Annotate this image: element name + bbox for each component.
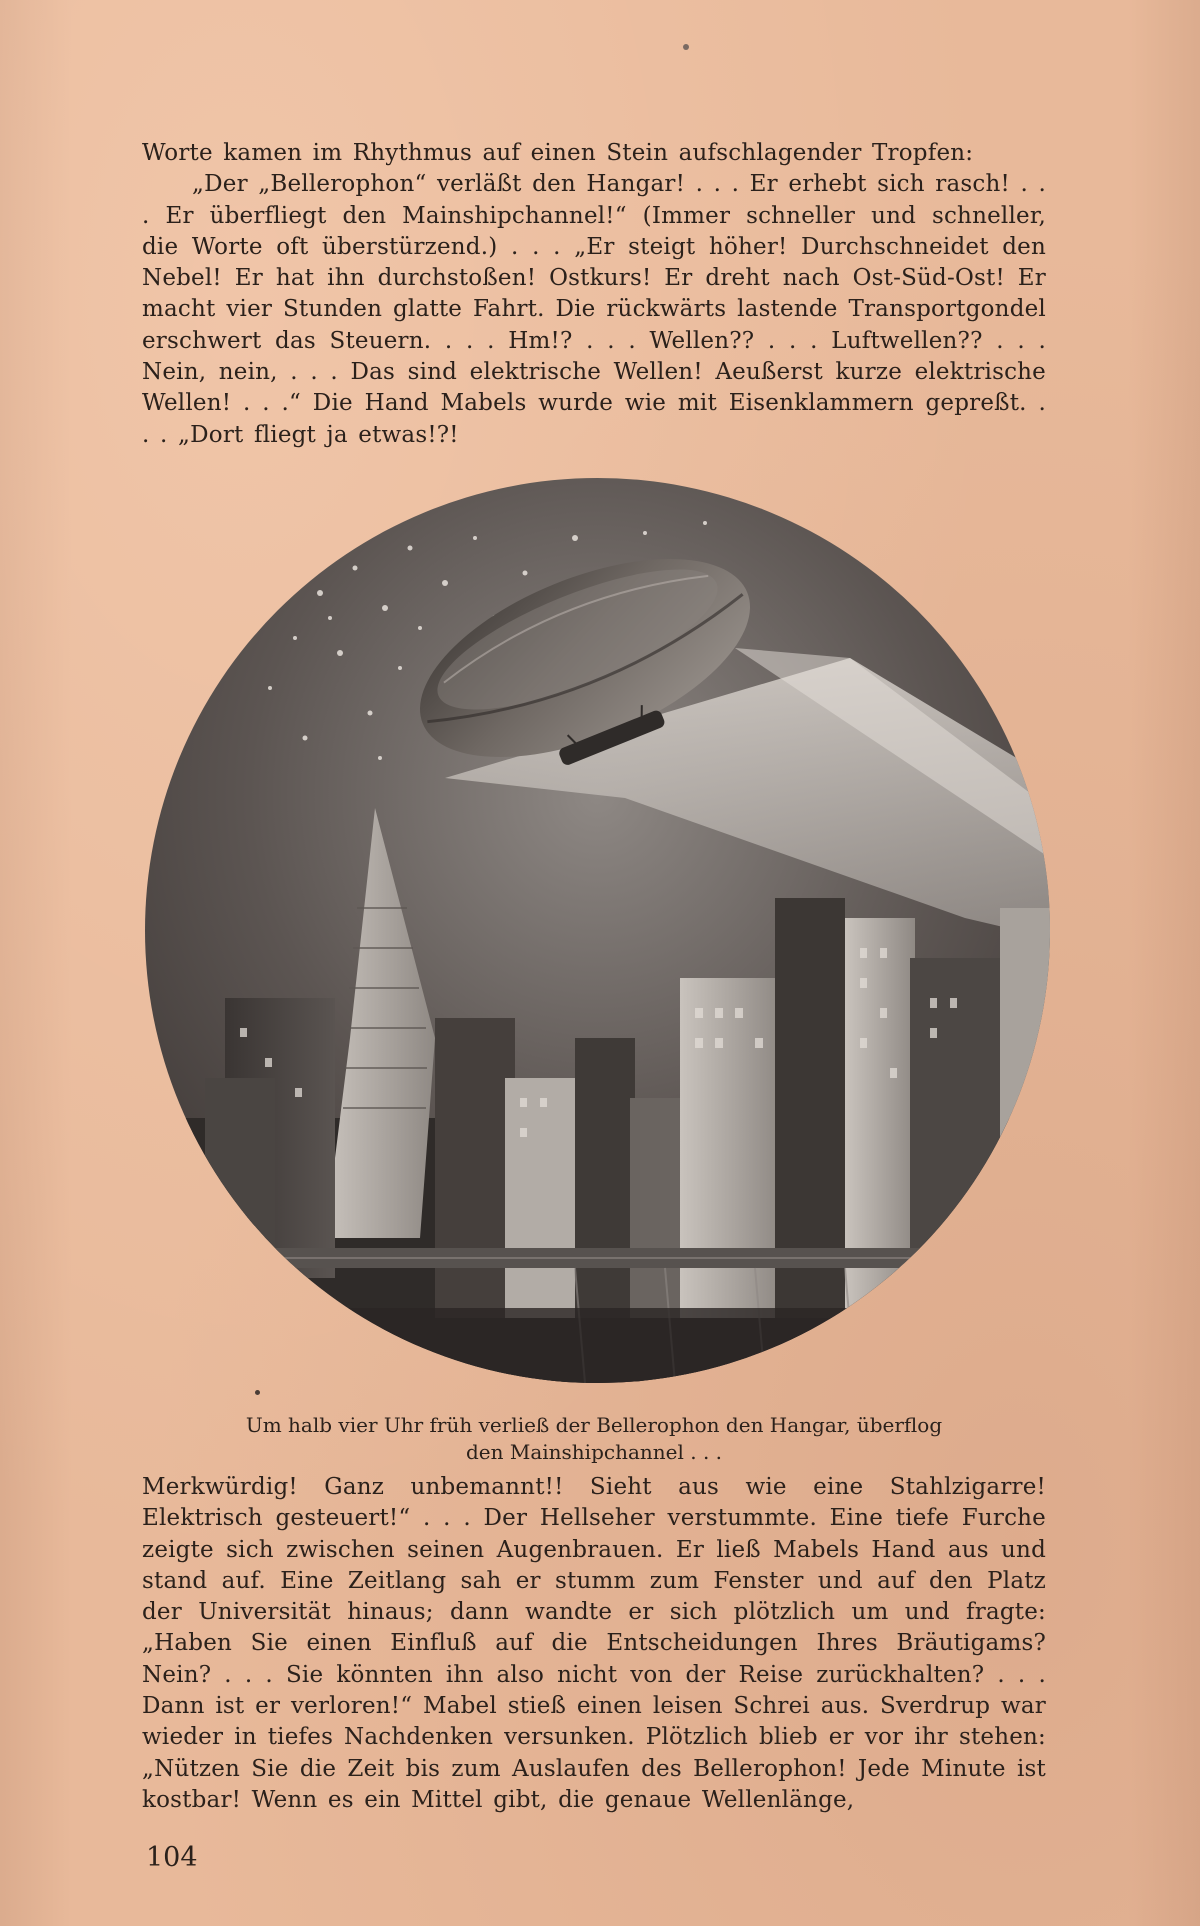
caption-line-2: den Mainshipchannel . . . bbox=[465, 1440, 723, 1464]
top-paragraph bbox=[142, 138, 1046, 451]
top-paragraph-line1: Worte kamen im Rhythmus auf einen Stein aufschlagender Tropfen: bbox=[142, 140, 974, 166]
paper-speck bbox=[683, 44, 689, 50]
bottom-paragraph-text: Merkwürdig! Ganz unbemannt!! Sieht aus wie eine Stahlzigarre! Elektrisch gesteuert!“ . . . Der Hellseher verstummte. Eine tiefe Furche zeigte sich zwischen seinen Augenbrauen. Er ließ Mabels Hand aus und stand auf. Eine Zeitlang sah er stumm zum Fenster und auf den Platz der Universität hinaus; dann wandte er sich plötzlich um und fragte: „Haben Sie einen Einfluß auf die Entscheidungen Ihres Bräutigams? Nein? . . . Sie könnten ihn also nicht von der Reise zurückhalten? . . . Dann ist er verloren!“ Mabel stieß einen leisen Schrei aus. Sverdrup war wieder in tiefes Nachdenken versunken. Plötzlich blieb er vor ihr stehen: „Nützen Sie die Zeit bis zum Auslaufen des Bellerophon! Jede Minute ist kostbar! Wenn es ein Mittel gibt, die genaue Wellenlänge, bbox=[142, 1474, 1046, 1813]
bottom-paragraph bbox=[142, 1472, 1046, 1816]
illustration-caption bbox=[142, 1412, 1046, 1466]
paper-speck bbox=[255, 1390, 260, 1395]
airship-city-illustration bbox=[145, 478, 1050, 1383]
airship-over-skyline-image bbox=[145, 478, 1050, 1383]
page-number: 104 bbox=[146, 1842, 198, 1873]
top-paragraph-quote: „Der „Bellerophon“ verläßt den Hangar! . . . Er erhebt sich rasch! . . . Er überfliegt den Mainshipchannel!“ (Immer schneller und schneller, die Worte oft überstürzend.) . . . „Er steigt höher! Durchschneidet den Nebel! Er hat ihn durchstoßen! Ostkurs! Er dreht nach Ost-Süd-Ost! Er macht vier Stunden glatte Fahrt. Die rückwärts lastende Transportgondel erschwert das Steuern. . . . Hm!? . . . Wellen?? . . . Luftwellen?? . . . Nein, nein, . . . Das sind elektrische Wellen! Aeußerst kurze elektrische Wellen! . . .“ Die Hand Mabels wurde wie mit Eisenklammern gepreßt. . . . „Dort fliegt ja etwas!?! bbox=[142, 171, 1046, 448]
caption-line-1: Um halb vier Uhr früh verließ der Bellerophon den Hangar, überflog bbox=[245, 1413, 943, 1437]
